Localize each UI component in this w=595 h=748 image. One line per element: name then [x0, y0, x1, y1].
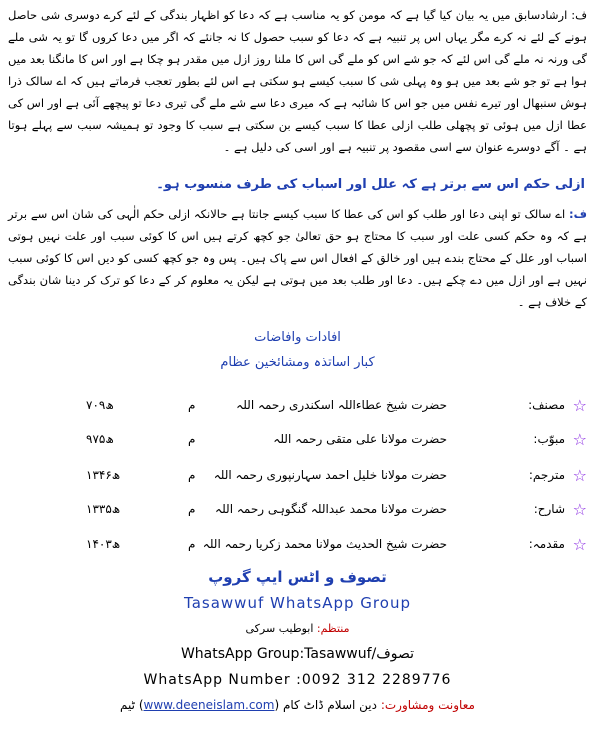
credit-name: حضرت شیخ الحدیث مولانا محمد زکریا رحمہ اللہ	[202, 537, 447, 551]
credit-row	[0, 535, 595, 559]
star-icon: ☆	[572, 500, 587, 519]
group-title-urdu: تصوف و اٹس ایپ گروپ	[208, 568, 387, 586]
credit-year: ۱۳۳۵ھ	[86, 502, 121, 516]
credit-marker: م	[188, 537, 196, 551]
credit-marker: م	[188, 468, 196, 482]
team-label: ٹیم	[120, 698, 135, 712]
credit-name: حضرت شیخ عطاءاللہ اسکندری رحمہ اللہ	[236, 398, 447, 412]
credit-role: مبوّب:	[533, 432, 565, 446]
credit-name: حضرت مولانا محمد عبداللہ گنگوہی رحمہ اللہ	[215, 502, 447, 516]
credit-year: ۷۰۹ھ	[86, 398, 114, 412]
muawanat-text: دین اسلام ڈاٹ کام	[282, 698, 377, 712]
credit-row	[0, 500, 595, 524]
kibar-subtitle: کبار اساتذہ ومشائخین عظام	[220, 355, 375, 370]
group-title-english: Tasawwuf WhatsApp Group	[184, 594, 411, 612]
credit-year: ۱۴۰۳ھ	[86, 537, 121, 551]
credit-marker: م	[188, 398, 196, 412]
star-icon: ☆	[572, 466, 587, 485]
paragraph-2	[8, 203, 587, 313]
section-heading: ازلی حکم اس سے برتر ہے کہ علل اور اسباب کی طرف منسوب ہو۔	[156, 177, 585, 192]
credit-year: ۹۷۵ھ	[86, 432, 114, 446]
credit-row	[0, 430, 595, 454]
credit-row	[0, 396, 595, 420]
credit-row	[0, 466, 595, 490]
muntazim-name: ابوطیب سرکی	[245, 622, 314, 635]
paragraph-2-text: اے سالک تو اپنی دعا اور طلب کو اس کی عطا کا سبب کیسے جانتا ہے حالانکہ ازلی حکم الٰہی کی شان اس سے برتر ہے کہ وہ حکم کسی علت اور سبب کا محتاج ہو حق تعالیٰ جو کچھ کرتے ہیں اس کا کوئی سبب اور علت نہیں ہوتی اسباب اور علل کے محتاج بندے ہیں اور خالق کے افعال اس سے پاک ہیں۔ پس وہ جو کچھ کسی کو دیں اس کا کوئی سبب نہیں ہے اور ازل میں دے چکے ہیں۔ دعا اور طلب بعد میں ہوتی ہے لیکن یہ معلوم کر کے دعا کو ترک کر دینا شان بندگی کے خلاف ہے ۔	[8, 207, 587, 309]
muawanat-line	[0, 698, 595, 712]
credit-role: مقدمہ:	[528, 537, 565, 551]
muawanat-label: معاونت ومشاورت:	[380, 698, 475, 712]
star-icon: ☆	[572, 535, 587, 554]
credit-marker: م	[188, 432, 196, 446]
credit-name: حضرت مولانا خلیل احمد سہارنپوری رحمہ اللہ	[213, 468, 447, 482]
star-icon: ☆	[572, 396, 587, 415]
website-url[interactable]: www.deeneislam.com	[143, 698, 275, 712]
paragraph-1: ف: ارشادسابق میں یہ بیان کیا گیا ہے کہ مومن کو یہ مناسب ہے کہ دعا کو اظہار بندگی کے لئے کرے دوسری شی حاصل ہونے کے لئے نہ کرے مگر یہاں اس پر تنبیہ ہے کہ دعا کو سبب حصول کا نہ جانئے کہ اگر میں دعا کروں گا تو یہ شی ملے گی ورنہ نہ ملے گی اس لئے کہ جو شے اس کو ملے گی اس کا ملنا روز ازل میں مقدر ہو چکا ہے اور اس کا مانگنا بعد میں ہوا ہے تو جو شے بعد میں ہو وہ پہلی شی کا سبب کیسے ہو سکتی ہے اس لئے بطور تعجب فرماتے ہیں کہ اے سالک ذرا ہوش سنبھال اور تیرے نفس میں جو اس کا شائبہ ہے کہ میری دعا سے شے ملے گی تیری دعا تو پیچھے آئی ہے اور اس کی عطا ازل میں ہوئی تو پچھلی طلب ازلی عطا کا سبب کیسے بن سکتی ہے سبب کا وجود تو ہمیشہ سبب سے پہلے ہوتا ہے ۔ آگے دوسرے عنوان سے اسی مقصود پر تنبیہ ہے اور اسی کی دلیل ہے ۔	[8, 8, 587, 154]
credit-year: ۱۳۴۶ھ	[86, 468, 121, 482]
muntazim-line	[0, 622, 595, 635]
ifadat-title: افادات وافاضات	[254, 330, 341, 345]
credit-marker: م	[188, 502, 196, 516]
credit-name: حضرت مولانا علی متقی رحمہ اللہ	[273, 432, 447, 446]
whatsapp-group-line: WhatsApp Group:Tasawwuf/تصوف	[180, 646, 415, 662]
credit-role: مصنف:	[528, 398, 565, 412]
website-link[interactable]: (www.deeneislam.com)	[138, 698, 280, 712]
whatsapp-number-line: WhatsApp Number :0092 312 2289776	[143, 672, 452, 688]
muntazim-label: منتظم:	[316, 622, 350, 635]
paragraph-2-label: ف:	[569, 207, 587, 221]
credit-role: شارح:	[533, 502, 565, 516]
star-icon: ☆	[572, 430, 587, 449]
credit-role: مترجم:	[528, 468, 565, 482]
